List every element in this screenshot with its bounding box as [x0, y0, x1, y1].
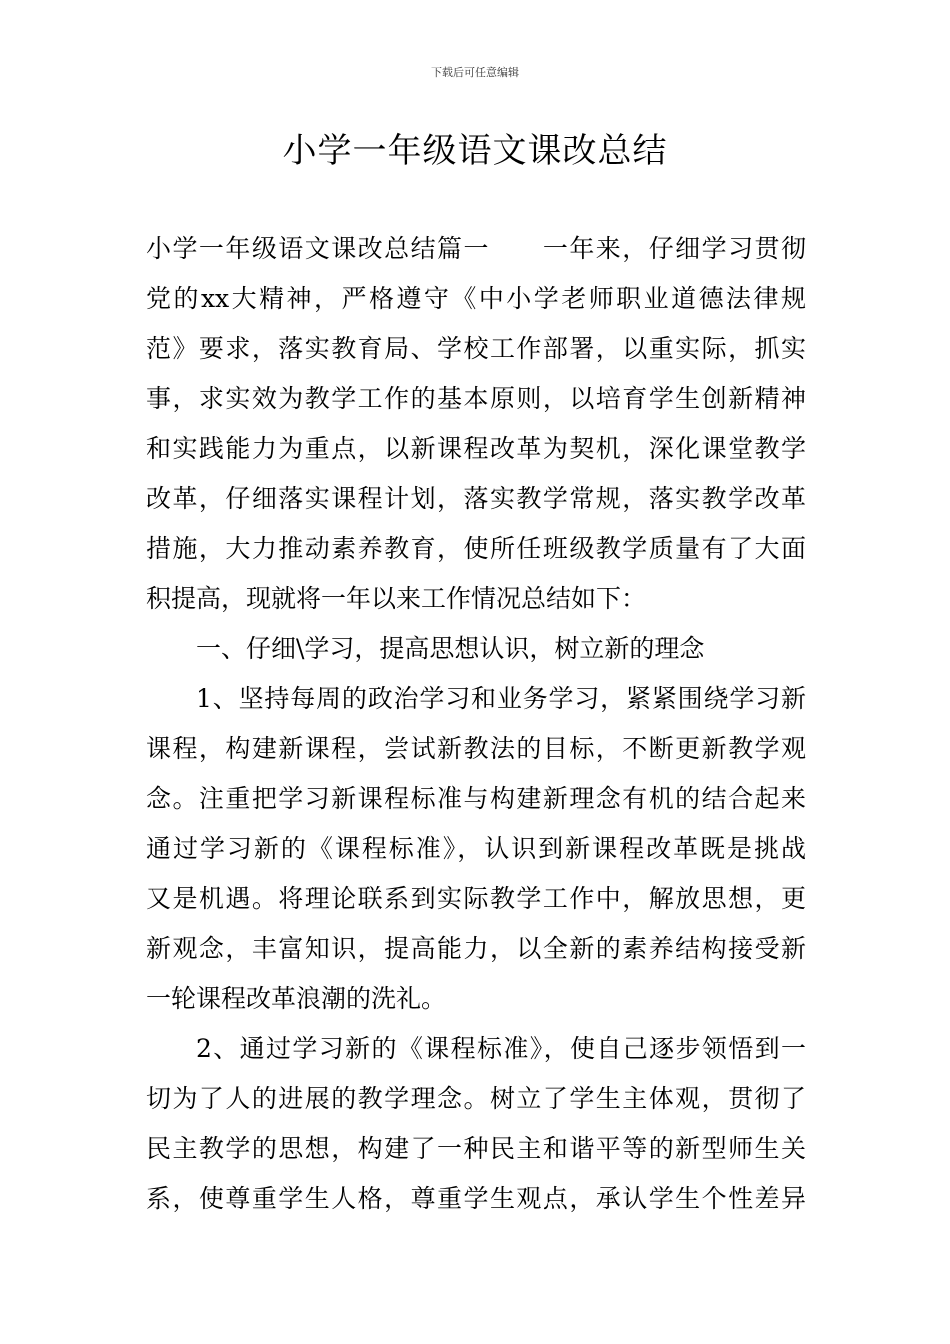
text-line: 新观念，丰富知识，提高能力，以全新的素养结构接受新	[146, 934, 806, 963]
text-line: 小学一年级语文课改总结篇一 一年来，仔细学习贯彻	[146, 234, 806, 263]
text-line: 2、通过学习新的《课程标准》，使自己逐步领悟到一	[196, 1034, 806, 1063]
text-line: 范》要求，落实教育局、学校工作部署，以重实际，抓实	[146, 334, 806, 363]
text-line: 又是机遇。将理论联系到实际教学工作中，解放思想，更	[146, 884, 806, 913]
download-note: 下载后可任意编辑	[431, 66, 519, 79]
text-line: 系，使尊重学生人格，尊重学生观点，承认学生个性差异	[146, 1184, 806, 1213]
document-title: 小学一年级语文课改总结	[282, 131, 668, 171]
text-line: 民主教学的思想，构建了一种民主和谐平等的新型师生关	[146, 1134, 806, 1163]
text-line: 积提高，现就将一年以来工作情况总结如下：	[146, 584, 647, 613]
text-line: 切为了人的进展的教学理念。树立了学生主体观，贯彻了	[146, 1084, 806, 1113]
text-line: 一、仔细\学习，提高思想认识，树立新的理念	[196, 634, 705, 663]
text-line: 措施，大力推动素养教育，使所任班级教学质量有了大面	[146, 534, 806, 563]
text-line: 党的xx大精神，严格遵守《中小学老师职业道德法律规	[146, 284, 806, 313]
text-line: 1、坚持每周的政治学习和业务学习，紧紧围绕学习新	[196, 684, 806, 713]
text-line: 通过学习新的《课程标准》，认识到新课程改革既是挑战	[146, 834, 806, 863]
text-line: 念。注重把学习新课程标准与构建新理念有机的结合起来	[146, 784, 806, 813]
text-line: 事，求实效为教学工作的基本原则，以培育学生创新精神	[146, 384, 806, 413]
text-line: 课程，构建新课程，尝试新教法的目标，不断更新教学观	[146, 734, 806, 763]
text-line: 改革，仔细落实课程计划，落实教学常规，落实教学改革	[146, 484, 806, 513]
document-body	[146, 224, 806, 1224]
text-line: 和实践能力为重点，以新课程改革为契机，深化课堂教学	[146, 434, 806, 463]
text-line: 一轮课程改革浪潮的洗礼。	[146, 984, 447, 1013]
